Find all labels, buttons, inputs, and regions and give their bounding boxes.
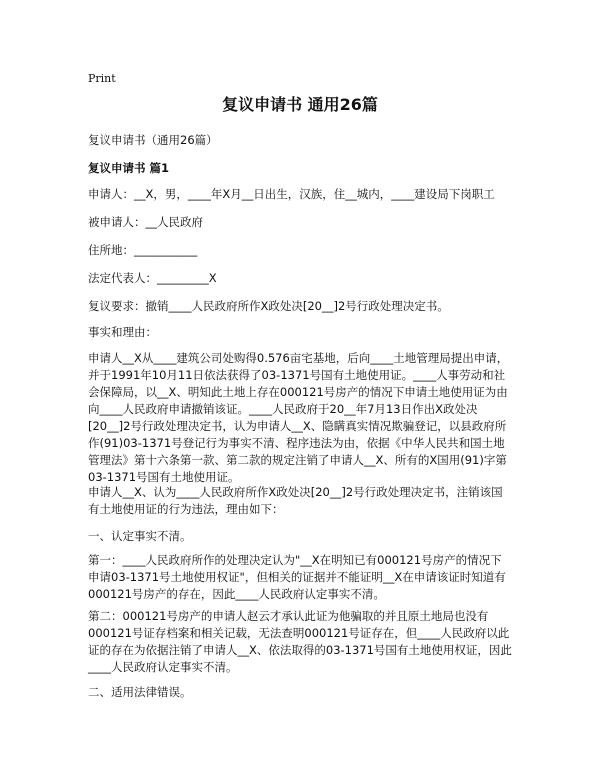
paragraph-address: 住所地：___________ — [88, 243, 198, 257]
document-title: 复议申请书 通用26篇 — [222, 95, 378, 114]
section-heading: 复议申请书 篇1 — [88, 161, 170, 175]
paragraph-point-one: 一、认定事实不清。 — [88, 529, 192, 543]
paragraph-facts-heading: 事实和理由： — [88, 325, 157, 339]
subtitle: 复议申请书（通用26篇） — [88, 133, 218, 147]
paragraph-first: 第一：____人民政府所作的处理决定认为"__X在明知已有000121号房产的情况下申请03-1371号土地使用权证"，但相关的证据并不能证明__X在申请该证时知道有000121号房产的存在，因此____人民政府认定事实不清。 — [88, 553, 506, 601]
print-label[interactable]: Print — [88, 72, 116, 85]
paragraph-legal-rep: 法定代表人：_________X — [88, 271, 217, 285]
paragraph-applicant: 申请人：__X，男，____年X月__日出生，汉族，住__城内，____建设局下岗职工 — [88, 187, 495, 201]
paragraph-point-two: 二、适用法律错误。 — [88, 685, 192, 699]
paragraph-request: 复议要求：撤销____人民政府所作X政处决[20__]2号行政处理决定书。 — [88, 299, 449, 313]
paragraph-facts: 申请人__X从____建筑公司处购得0.576亩宅基地，后向____土地管理局提出申请，并于1991年10月11日依法获得了03-1371号国有土地使用证。____人事劳动和社会保障局，以__X、明知此土地上存在000121号房产的情况下申请土地使用证为由向____人民政府申请撤销该证。____人民政府于20__年7月13日作出X政处决[20__]2号行政处理决定书，认为申请人__X、隐瞒真实情况欺骗登记，以县政府所作(91)03-1371号登记行为事实不清、程序违法为由，依据《中华人民共和国土地管理法》第十六条第一款、第二款的规定注销了申请人__X、所有的X国用(91)字第03-1371号国有土地使用证。 — [88, 351, 509, 484]
paragraph-second: 第二：000121号房产的申请人赵云才承认此证为他骗取的并且原土地局也没有000121号证存档案和相关记载，无法查明000121号证存在，但____人民政府以此证的存在为依据注销了申请人__X、依法取得的03-1371号国有土地使用权证，因此____人民政府认定事实不清。 — [88, 609, 512, 674]
paragraph-respondent: 被申请人：__人民政府 — [88, 215, 203, 229]
paragraph-opinion: 申请人__X、认为____人民政府所作X政处决[20__]2号行政处理决定书，注销该国有土地使用证的行为违法，理由如下： — [88, 485, 503, 516]
